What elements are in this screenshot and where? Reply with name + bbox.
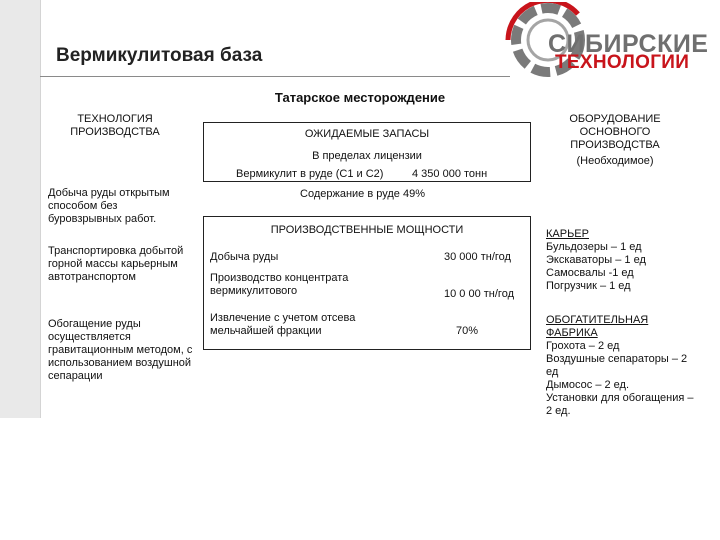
left-sidebar-band: [0, 0, 40, 418]
list-item: Самосвалы -1 ед: [546, 267, 634, 279]
logo-text-line2: ТЕХНОЛОГИИ: [555, 52, 690, 73]
list-item: Экскаваторы – 1 ед: [546, 254, 646, 266]
capacity-row-label: Добыча руды: [210, 251, 279, 263]
left-sidebar-edge: [40, 0, 41, 418]
list-item: Бульдозеры – 1 ед: [546, 241, 642, 253]
technology-block-mining: Добыча руды открытым способом без буровзрывных работ.: [48, 187, 170, 225]
list-item: Грохота – 2 ед: [546, 340, 620, 352]
capacity-row-label: Производство концентрата вермикулитового: [210, 272, 349, 297]
page-title: Вермикулитовая база: [56, 45, 263, 66]
technology-heading: ТЕХНОЛОГИЯ ПРОИЗВОДСТВА: [70, 113, 160, 138]
reserves-heading: ОЖИДАЕМЫЕ ЗАПАСЫ: [304, 128, 430, 140]
list-item: Погрузчик – 1 ед: [546, 280, 631, 292]
list-item: Установки для обогащения – 2 ед.: [546, 392, 694, 417]
technology-block-transport: Транспортировка добытой горной массы карьерным автотранспортом: [48, 245, 184, 283]
list-item: Воздушные сепараторы – 2 ед: [546, 353, 688, 378]
capacity-row-value: 70%: [456, 325, 479, 337]
capacity-row-value: 10 0 00 тн/год: [444, 288, 514, 300]
reserves-license-line: В пределах лицензии: [312, 150, 422, 162]
reserves-vermiculite-label: Вермикулит в руде (С1 и С2): [236, 168, 384, 180]
quarry-title: КАРЬЕР: [546, 228, 589, 240]
quarry-section: [546, 228, 706, 293]
equipment-heading: ОБОРУДОВАНИЕ ОСНОВНОГО ПРОИЗВОДСТВА: [569, 113, 661, 151]
technology-block-enrichment: Обогащение руды осуществляется гравитационным методом, с использованием воздушной сепарации: [48, 318, 193, 382]
equipment-subheading: (Необходимое): [576, 155, 654, 167]
capacity-row-label: Извлечение с учетом отсева мельчайшей фракции: [210, 312, 356, 337]
capacity-heading: ПРОИЗВОДСТВЕННЫЕ МОЩНОСТИ: [270, 224, 464, 236]
plant-title: ОБОГАТИТЕЛЬНАЯ ФАБРИКА: [546, 314, 649, 339]
logo-text-line1: СИБИРСКИЕ: [548, 30, 709, 58]
plant-section: [546, 314, 696, 418]
header-divider: [40, 76, 510, 77]
list-item: Дымосос – 2 ед.: [546, 379, 630, 391]
reserves-vermiculite-value: 4 350 000 тонн: [412, 168, 488, 180]
reserves-content-line: Содержание в руде 49%: [300, 188, 425, 200]
deposit-subtitle: Татарское месторождение: [274, 90, 446, 105]
capacity-row-value: 30 000 тн/год: [444, 251, 511, 263]
